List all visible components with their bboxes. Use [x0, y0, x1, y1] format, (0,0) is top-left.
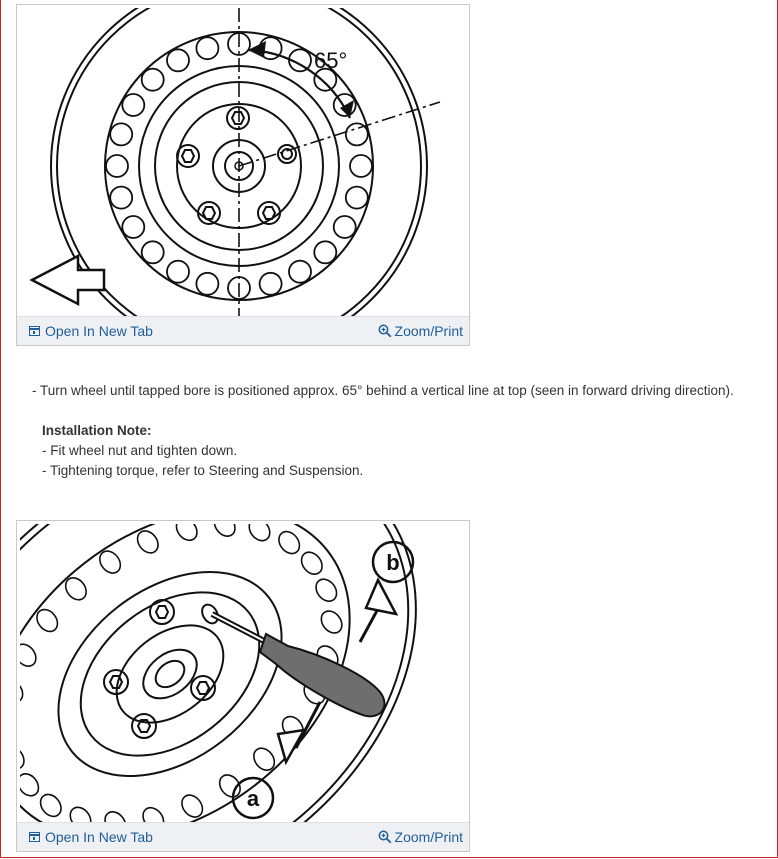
vent-hole [20, 640, 40, 670]
vent-hole [66, 803, 95, 824]
open-in-new-tab-label: Open In New Tab [45, 829, 153, 845]
vent-hole [139, 804, 168, 824]
vent-hole [289, 261, 311, 283]
vent-hole [167, 49, 189, 71]
vent-hole [122, 216, 144, 238]
open-in-new-tab-link[interactable] [29, 323, 153, 339]
new-tab-icon [29, 326, 40, 336]
vent-hole [122, 94, 144, 116]
zoom-print-link[interactable] [378, 829, 463, 845]
vent-hole [196, 37, 218, 59]
figure-wheel-rotation [16, 4, 470, 346]
vent-hole [20, 676, 27, 706]
figure-toolbar [17, 822, 469, 851]
open-in-new-tab-link[interactable] [29, 829, 153, 845]
vent-hole [106, 155, 128, 177]
vent-hole [314, 241, 336, 263]
vent-hole [334, 216, 356, 238]
callout-a: a [246, 786, 260, 811]
zoom-print-label: Zoom/Print [394, 829, 463, 845]
step-instruction: - Turn wheel until tapped bore is positioned approx. 65° behind a vertical line at top (seen in forward driving direction). [32, 383, 734, 398]
figure-toolbar [17, 316, 469, 345]
vent-hole [142, 241, 164, 263]
vent-hole [346, 187, 368, 209]
zoom-print-label: Zoom/Print [394, 323, 463, 339]
installation-note-item: - Fit wheel nut and tighten down. [42, 443, 238, 458]
vent-hole [210, 524, 239, 540]
screwdriver-illustration [20, 524, 464, 824]
vent-hole [350, 155, 372, 177]
vent-hole [196, 273, 218, 295]
vent-hole [110, 187, 132, 209]
figure-screwdriver [16, 520, 470, 852]
vent-hole [20, 743, 28, 773]
vent-hole [167, 261, 189, 283]
vent-hole [260, 273, 282, 295]
callout-b: b [386, 550, 400, 575]
new-tab-icon [29, 832, 40, 842]
wheel-rotation-illustration [20, 8, 464, 318]
vent-hole [110, 123, 132, 145]
vent-hole [297, 548, 326, 578]
vent-hole [275, 528, 304, 558]
magnifier-icon [378, 830, 392, 844]
open-in-new-tab-label: Open In New Tab [45, 323, 153, 339]
installation-note-heading: Installation Note: [42, 423, 152, 438]
vent-hole [20, 770, 43, 800]
vent-hole [317, 607, 346, 637]
vent-hole [36, 790, 65, 820]
angle-label: 65° [314, 48, 348, 73]
vent-hole [312, 575, 341, 605]
magnifier-icon [378, 324, 392, 338]
vent-hole [172, 524, 201, 544]
zoom-print-link[interactable] [378, 323, 463, 339]
vent-hole [142, 69, 164, 91]
vent-hole [245, 524, 274, 545]
installation-note-item: - Tightening torque, refer to Steering and Suspension. [42, 463, 364, 478]
